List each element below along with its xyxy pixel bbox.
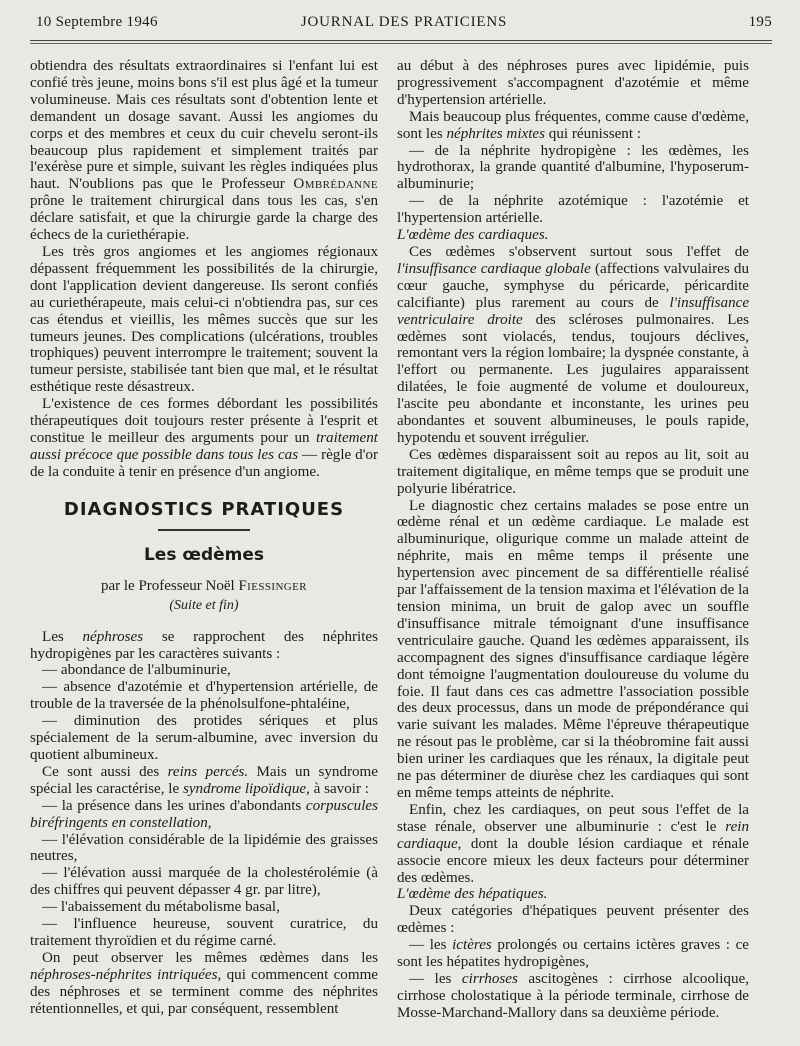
author-name: Fiessinger [238, 577, 308, 594]
list-item: — l'élévation aussi marquée de la cholestérolémie (à des chiffres qui peuvent dépasser 4 gr. par litre), [30, 865, 378, 899]
list-item: — l'abaissement du métabolisme basal, [42, 899, 280, 916]
paragraph: L'existence de ces formes débordant les possibilités thérapeutiques doit toujours rester présente à l'esprit et constitue le meilleur des arguments pour un traitement aussi précoce que possible dans tous les cas — règle d'or de la conduite à tenir en présence d'un angiome. [30, 396, 378, 480]
paragraph: Enfin, chez les cardiaques, on peut sous l'effet de la stase rénale, observer une albuminurie : c'est le rein cardiaque, dont la double lésion cardiaque et rénale associe encore mieux les deux facteurs pour déterminer des œdèmes. [397, 801, 750, 886]
list-item: — absence d'azotémie et d'hypertension artérielle, de trouble de la traversée de la phénolsulfone-phtaléine, [30, 679, 378, 713]
list-item: — diminution des protides sériques et plus spécialement de la serum-albumine, avec inversion du quotient albumineux. [30, 713, 378, 763]
list-item: — de la néphrite hydropigène : les œdèmes, les hydrothorax, la grande quantité d'albumine, l'hyposerum-albuminurie; [397, 142, 749, 193]
list-item: — abondance de l'albuminurie, [42, 662, 231, 679]
byline: par le Professeur Noël Fiessinger [100, 577, 308, 594]
subheading: L'œdème des cardiaques. [397, 227, 549, 244]
page-number: 195 [748, 14, 772, 30]
list-item: — les ictères prolongés ou certains ictères graves : ce sont les hépatites hydropigènes, [397, 937, 750, 971]
list-item: — la présence dans les urines d'abondants corpuscules biréfringents en constellation, [30, 797, 378, 831]
paragraph: Le diagnostic chez certains malades se pose entre un œdème rénal et un œdème cardiaque. Le malade est albuminurique, oligurique comme un malade atteint de néphrite, mais en même temps il présente une hypertension avec pincement de sa différentielle réalisé par l'affaissement de la tension maxima et l'élévation de la tension minima, un bruit de galop avec un souffle d'insuffisance mitrale témoignant d'une insuffisance ventriculaire gauche. Quand les œdèmes apparaissent, ils accompagnent des signes d'insuffisance cardiaque légère dont témoigne l'augmentation douloureuse du volume du foie. Il faut dans ces cas admettre l'association possible des deux processus, dans un mode de prépondérance qui varie suivant les malades. Même l'épreuve thérapeutique ne résout pas le problème, car si la théobromine fait aussi bien uriner les cardiaques que les rénaux, la digitale peut ne pas déterminer de diurèse chez les cardiaques qui sont en même temps atteints de néphrite. [397, 497, 749, 801]
paragraph: On peut observer les mêmes œdèmes dans les néphroses-néphrites intriquées, qui commencent comme des néphroses et se terminent comme des néphrites rétentionnelles, et qui, par conséquent, ressemblent [30, 949, 379, 1017]
paragraph: Deux catégories d'hépatiques peuvent présenter des œdèmes : [397, 903, 749, 937]
section-title: DIAGNOSTICS PRATIQUES [63, 498, 345, 520]
list-item: — l'élévation considérable de la lipidémie des graisses neutres, [30, 831, 378, 865]
paragraph: Mais beaucoup plus fréquentes, comme cause d'œdème, sont les néphrites mixtes qui réunissent : [397, 108, 749, 142]
paragraph: Les très gros angiomes et les angiomes régionaux dépassent fréquemment les possibilités de la chirurgie, dont l'application devient dangereuse. Ils seront confiés au curiethérapeute, mais celui-ci n'obtiendra pas, sur ces cas étendus et vieillis, les mêmes succès que sur les tumeurs jeunes. Des complications (ulcérations, troubles trophiques) peuvent interrompre le traitement; souvent la tumeur persiste, stabilisée tant bien que mal, et le résultat esthétique reste désastreux. [30, 243, 378, 396]
header-rule [30, 40, 772, 44]
paragraph: obtiendra des résultats extraordinaires si l'enfant lui est confié très jeune, moins bons s'il est plus âgé et la tumeur volumineuse. Mais ces résultats sont d'obtention lente et demandent un dosage savant. Aussi les angiomes du corps et des membres et ceux du cuir chevelu seront-ils beaucoup plus rapidement et simplement traités par l'exérèse pure et simple, suivant les règles indiquées plus haut. N'oublions pas que le Professeur Ombrédanne prône le traitement chirurgical dans tous les cas, s'en déclare satisfait, et que la chirurgie garde la charge des échecs de la curiethérapie. [30, 58, 378, 244]
title-divider [158, 529, 250, 531]
article-title: Les œdèmes [143, 544, 265, 565]
running-header [36, 14, 772, 36]
paragraph: Ces œdèmes s'observent surtout sous l'effet de l'insuffisance cardiaque globale (affections valvulaires du cœur gauche, symphyse du péricarde, péricardite calcifiante) plus rarement au cours de l'insuffisance ventriculaire droite des scléroses pulmonaires. Les œdèmes sont violacés, tendus, toujours déclives, remontant vers la région lombaire; la dyspnée constante, à l'effort ou permanente. Les jugulaires apparaissent dilatées, le foie augmenté de volume et douloureux, l'ascite peu abondante et inconstante, les urines peu abondantes et souvent albumineuses, le pouls rapide, hypotendu et souvent irrégulier. [397, 243, 750, 446]
paragraph: au début à des néphroses pures avec lipidémie, puis progressivement s'accompagnent d'azotémie et même d'hypertension artérielle. [397, 58, 749, 108]
continuation-note: (Suite et fin) [169, 597, 239, 613]
issue-date: 10 Septembre 1946 [36, 14, 158, 30]
left-column [30, 58, 378, 1018]
journal-title: JOURNAL DES PRATICIENS [300, 14, 508, 30]
paragraph: Les néphroses se rapprochent des néphrites hydropigènes par les caractères suivants : [30, 628, 378, 662]
right-column [397, 58, 749, 1022]
list-item: — l'influence heureuse, souvent curatrice, du traitement thyroïdien et du régime carné. [30, 916, 378, 949]
paragraph: Ces œdèmes disparaissent soit au repos au lit, soit au traitement digitalique, en même temps que se produit une polyurie libératrice. [397, 446, 749, 497]
subheading: L'œdème des hépatiques. [397, 886, 548, 903]
author-name: Ombrédanne [293, 176, 378, 193]
list-item: — de la néphrite azotémique : l'azotémie et l'hypertension artérielle. [397, 193, 749, 227]
paragraph: Ce sont aussi des reins percés. Mais un syndrome spécial les caractérise, le syndrome lipoïdique, à savoir : [30, 763, 378, 797]
list-item: — les cirrhoses ascitogènes : cirrhose alcoolique, cirrhose cholostatique à la période terminale, cirrhose de Mosse-Marchand-Mallory dans sa deuxième période. [397, 970, 749, 1021]
